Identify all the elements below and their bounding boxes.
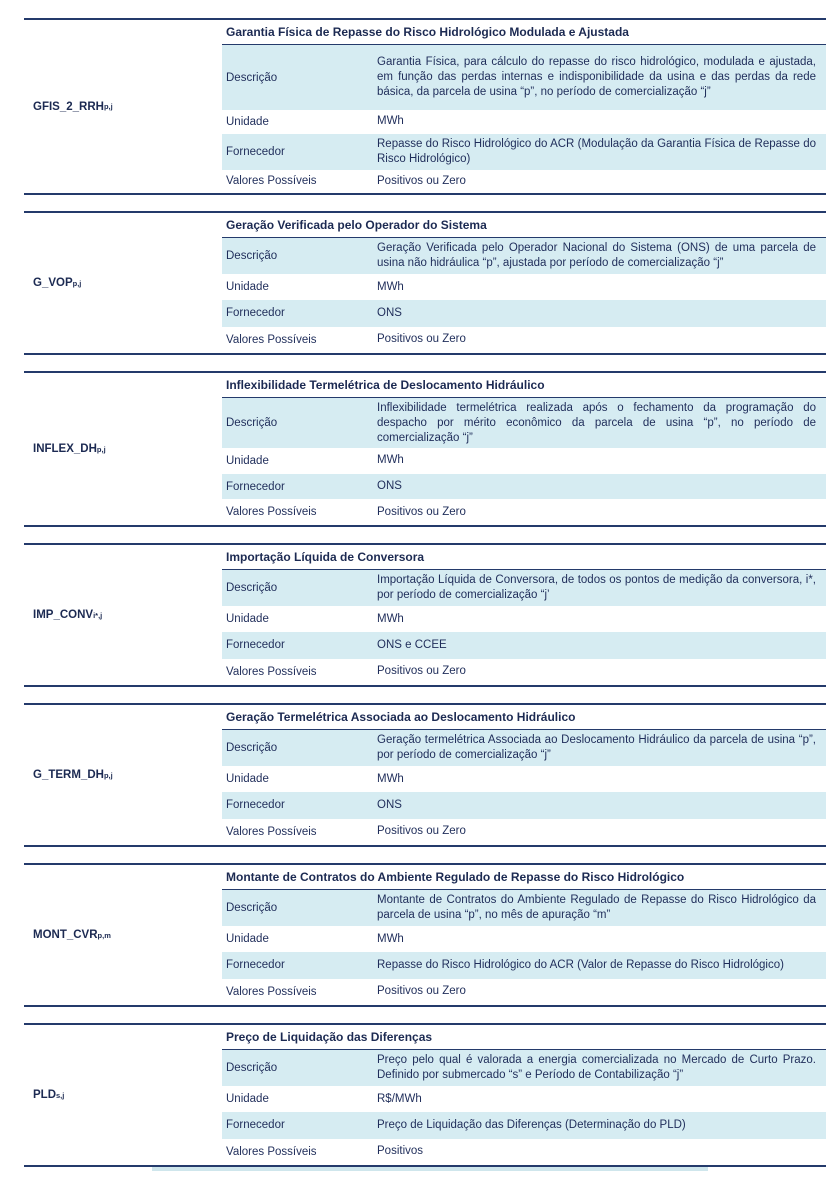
row-valores: Valores Possíveis Positivos (226, 1145, 424, 1158)
row-fornecedor: Fornecedor Repasse do Risco Hidrológico do ACR (Modulação da Garantia Física de Repasse do Risco Hidrológico) (222, 134, 826, 170)
row-descricao: Descrição Geração termelétrica Associada ao Deslocamento Hidráulico da parcela de usina “p”, por período de comercialização “j” (222, 730, 826, 766)
footer-divider (152, 1167, 708, 1171)
variable-block (24, 1023, 826, 1167)
variable-code: IMP_CONV i*,j (33, 609, 103, 621)
row-descricao: Descrição Preço pelo qual é valorada a energia comercializada no Mercado de Curto Prazo. Definido por submercado “s” e Período de Contabilização “j” (222, 1050, 826, 1086)
row-descricao: Descrição Geração Verificada pelo Operador Nacional do Sistema (ONS) de uma parcela de usina não hidráulica “p”, ajustada por período de comercialização “j” (222, 238, 826, 274)
variable-block (24, 371, 826, 527)
row-fornecedor: Fornecedor ONS (222, 792, 826, 818)
variable-title: Geração Termelétrica Associada ao Deslocamento Hidráulico (222, 705, 826, 730)
row-unidade: Unidade MWh (226, 454, 404, 467)
variable-block (24, 18, 826, 195)
row-unidade: Unidade MWh (226, 612, 404, 626)
row-descricao: Descrição Importação Líquida de Conversora, de todos os pontos de medição da conversora, i*, por período de comercialização “j’ (222, 570, 826, 606)
row-unidade: Unidade MWh (226, 280, 404, 294)
row-fornecedor: Fornecedor Repasse do Risco Hidrológico do ACR (Valor de Repasse do Risco Hidrológico) (222, 952, 826, 978)
variable-code: G_VOP p,j (33, 277, 82, 289)
variable-block (24, 543, 826, 687)
variable-title: Preço de Liquidação das Diferenças (222, 1025, 826, 1050)
variable-block (24, 863, 826, 1007)
variable-code: MONT_CVR p,m (33, 929, 111, 941)
variable-code: GFIS_2_RRH p,j (33, 100, 113, 113)
row-unidade: Unidade MWh (226, 772, 404, 786)
row-unidade: Unidade R$/MWh (226, 1092, 422, 1106)
row-unidade: Unidade MWh (226, 932, 404, 946)
row-fornecedor: Fornecedor ONS (222, 300, 826, 326)
document-body (24, 18, 826, 1167)
variable-title: Inflexibilidade Termelétrica de Deslocamento Hidráulico (222, 373, 826, 398)
variable-title: Montante de Contratos do Ambiente Regulado de Repasse do Risco Hidrológico (222, 865, 826, 890)
variable-code: INFLEX_DH p,j (33, 443, 106, 455)
row-valores: Valores Possíveis Positivos ou Zero (226, 665, 466, 678)
row-valores: Valores Possíveis Positivos ou Zero (226, 825, 466, 838)
variable-title: Garantia Física de Repasse do Risco Hidrológico Modulada e Ajustada (222, 20, 826, 45)
row-valores: Valores Possíveis Positivos ou Zero (226, 985, 466, 998)
variable-title: Importação Líquida de Conversora (222, 545, 826, 570)
variable-code: PLD s,j (33, 1089, 65, 1101)
row-unidade: Unidade MWh (226, 115, 404, 128)
row-descricao: Descrição Garantia Física, para cálculo do repasse do risco hidrológico, modulada e ajustada, em função das perdas internas e indisponibilidade da usina e das perdas da rede básica, da parcela de usina “p”, no período de comercialização “j” (222, 45, 826, 110)
row-fornecedor: Fornecedor Preço de Liquidação das Diferenças (Determinação do PLD) (222, 1112, 826, 1138)
row-fornecedor: Fornecedor ONS e CCEE (222, 632, 826, 658)
variable-block (24, 703, 826, 847)
row-descricao: Descrição Montante de Contratos do Ambiente Regulado de Repasse do Risco Hidrológico da parcela de usina “p”, no mês de apuração “m” (222, 890, 826, 926)
variable-title: Geração Verificada pelo Operador do Sistema (222, 213, 826, 238)
variable-code: G_TERM_DH p,j (33, 769, 113, 781)
row-valores: Valores Possíveis Positivos ou Zero (226, 505, 466, 519)
row-valores: Valores Possíveis Positivos ou Zero (226, 333, 466, 346)
row-valores: Valores Possíveis Positivos ou Zero (226, 174, 466, 188)
row-fornecedor: Fornecedor ONS (222, 474, 826, 500)
row-descricao: Descrição Inflexibilidade termelétrica realizada após o fechamento da programação do despacho por mérito econômico da parcela de usina “p”, no período de comercialização “j” (222, 398, 826, 448)
variable-block (24, 211, 826, 355)
